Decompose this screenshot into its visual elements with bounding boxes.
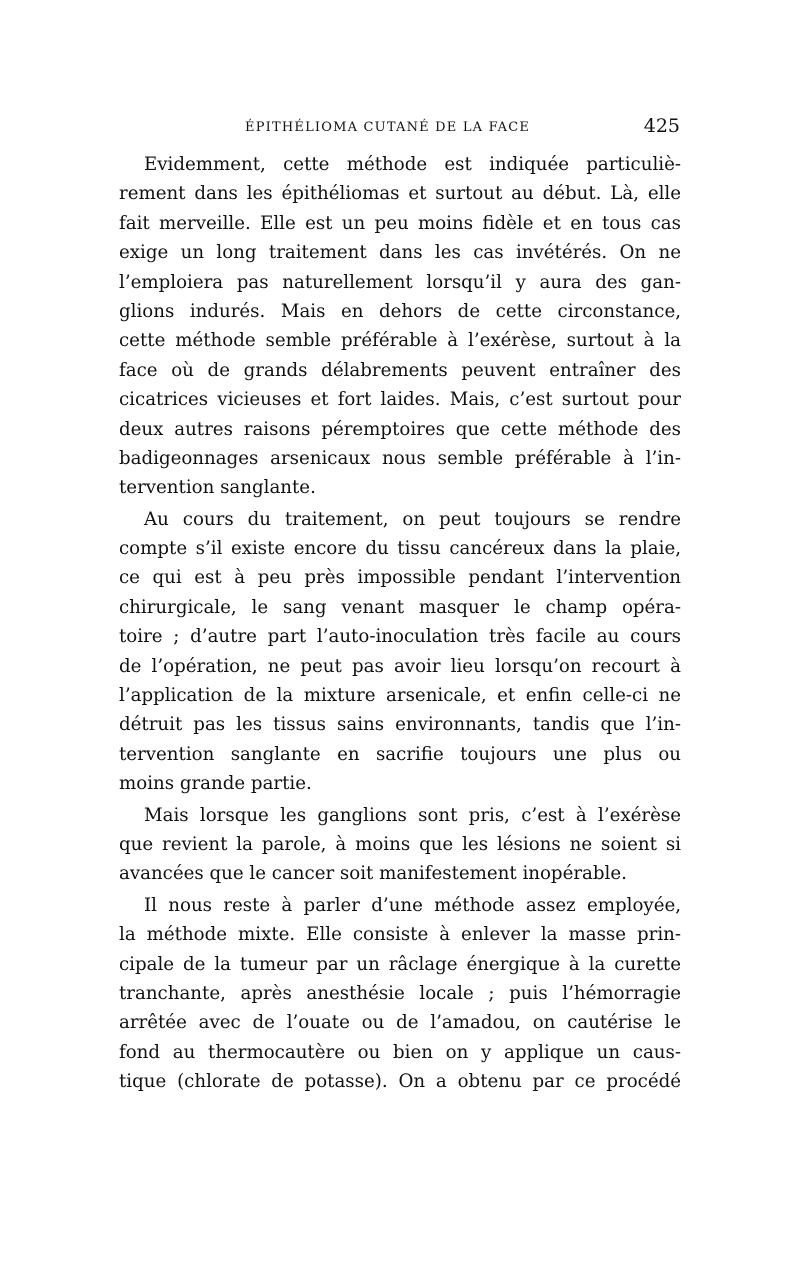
text-line: que revient la parole, à moins que les lésions ne soient si [119, 833, 681, 855]
text-line: tranchante, après anesthésie locale ; puis l’hémorragie [119, 982, 681, 1004]
text-line: tervention sanglante. [119, 477, 316, 499]
text-line: tique (chlorate de potasse). On a obtenu par ce procédé [119, 1071, 681, 1093]
text-line: de l’opération, ne peut pas avoir lieu lorsqu’on recourt à [119, 655, 681, 677]
text-line: Mais lorsque les ganglions sont pris, c’est à l’exérèse [144, 804, 681, 826]
text-line: Au cours du traitement, on peut toujours se rendre [144, 508, 681, 530]
text-line: Il nous reste à parler d’une méthode assez employée, [144, 894, 681, 916]
text-line: exige un long traitement dans les cas invétérés. On ne [119, 242, 681, 264]
page-number: 425 [643, 115, 680, 137]
text-line: fait merveille. Elle est un peu moins fidèle et en tous cas [119, 212, 681, 234]
text-line: la méthode mixte. Elle consiste à enlever la masse prin- [119, 924, 681, 946]
text-line: moins grande partie. [119, 773, 312, 795]
text-line: tervention sanglante en sacrifie toujours une plus ou [119, 743, 681, 765]
text-line: glions indurés. Mais en dehors de cette circonstance, [119, 300, 681, 322]
text-line: badigeonnages arsenicaux nous semble préférable à l’in- [119, 447, 681, 469]
paragraph [119, 801, 681, 889]
text-line: arrêtée avec de l’ouate ou de l’amadou, on cautérise le [119, 1012, 681, 1034]
text-line: compte s’il existe encore du tissu cancéreux dans la plaie, [119, 538, 681, 560]
text-line: cette méthode semble préférable à l’exérèse, surtout à la [119, 330, 681, 352]
text-line: deux autres raisons péremptoires que cette méthode des [119, 418, 681, 440]
text-line: cicatrices vicieuses et fort laides. Mais, c’est surtout pour [119, 389, 681, 411]
paragraph [119, 891, 681, 1097]
text-line: rement dans les épithéliomas et surtout au début. Là, elle [119, 183, 681, 205]
text-line: fond au thermocautère ou bien on y applique un caus- [119, 1041, 681, 1063]
text-line: l’emploiera pas naturellement lorsqu’il y aura des gan- [119, 271, 681, 293]
paragraph [119, 150, 681, 503]
text-line: ce qui est à peu près impossible pendant l’intervention [119, 567, 681, 589]
text-line: avancées que le cancer soit manifestement inopérable. [119, 863, 627, 885]
paragraph [119, 505, 681, 799]
text-line: face où de grands délabrements peuvent entraîner des [119, 359, 681, 381]
running-head [135, 115, 680, 142]
text-line: chirurgicale, le sang venant masquer le champ opéra- [119, 596, 681, 618]
text-line: détruit pas les tissus sains environnants, tandis que l’in- [119, 714, 681, 736]
text-line: cipale de la tumeur par un râclage énergique à la curette [119, 953, 681, 975]
text-line: l’application de la mixture arsenicale, et enfin celle-ci ne [119, 685, 681, 707]
text-line: toire ; d’autre part l’auto-inoculation très facile au cours [119, 626, 681, 648]
body-text [119, 150, 681, 1097]
text-line: Evidemment, cette méthode est indiquée particuliè- [144, 154, 681, 175]
running-title: ÉPITHÉLIOMA CUTANÉ DE LA FACE [245, 120, 531, 135]
